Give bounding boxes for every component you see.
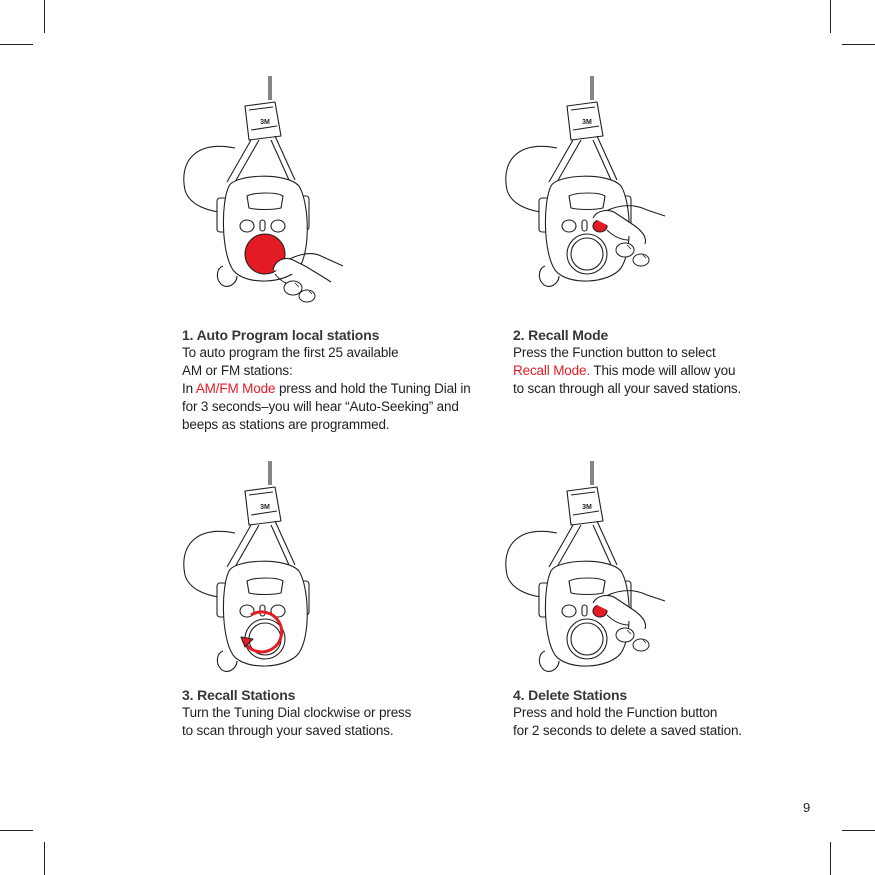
- crop-mark-bottom-right-h: [842, 830, 875, 831]
- mode-highlight: Recall Mode.: [513, 363, 590, 378]
- step-text: In AM/FM Mode press and hold the Tuning Dial in: [182, 381, 471, 396]
- crop-mark-top-left-h: [0, 44, 33, 45]
- step-text: Recall Mode. This mode will allow you: [513, 363, 736, 378]
- svg-text:3M: 3M: [260, 504, 270, 511]
- step-recall-stations: [182, 686, 482, 740]
- crop-mark-top-left-v: [44, 0, 45, 33]
- step-text: beeps as stations are programmed.: [182, 417, 390, 432]
- illustration-recall-mode: [497, 70, 667, 310]
- step-title: 2. Recall Mode: [513, 327, 609, 343]
- step-text: To auto program the first 25 available: [182, 345, 399, 360]
- step-text: for 3 seconds–you will hear “Auto-Seeking” and: [182, 399, 459, 414]
- svg-text:3M: 3M: [582, 119, 592, 126]
- illustration-auto-program: [175, 70, 345, 310]
- page-number: 9: [803, 800, 811, 815]
- step-text: Press and hold the Function button: [513, 705, 718, 720]
- step-text: Press the Function button to select: [513, 345, 716, 360]
- step-text: for 2 seconds to delete a saved station.: [513, 723, 742, 738]
- step-title: 4. Delete Stations: [513, 687, 628, 703]
- crop-mark-top-right-h: [842, 44, 875, 45]
- step-title: 3. Recall Stations: [182, 687, 296, 703]
- svg-text:3M: 3M: [582, 504, 592, 511]
- step-title: 1. Auto Program local stations: [182, 327, 380, 343]
- crop-mark-bottom-left-v: [44, 842, 45, 875]
- step-recall-mode: [513, 326, 813, 398]
- step-text: to scan through your saved stations.: [182, 723, 394, 738]
- step-text: to scan through all your saved stations.: [513, 381, 742, 396]
- crop-mark-bottom-left-h: [0, 830, 33, 831]
- step-text: AM or FM stations:: [182, 363, 293, 378]
- step-text: Turn the Tuning Dial clockwise or press: [182, 705, 412, 720]
- crop-mark-bottom-right-v: [830, 842, 831, 875]
- illustration-recall-stations: [175, 455, 345, 695]
- step-auto-program: [182, 326, 482, 434]
- illustration-delete-stations: [497, 455, 667, 695]
- mode-highlight: AM/FM Mode: [195, 381, 276, 396]
- step-delete-stations: [513, 686, 813, 740]
- svg-text:3M: 3M: [260, 119, 270, 126]
- crop-mark-top-right-v: [830, 0, 831, 33]
